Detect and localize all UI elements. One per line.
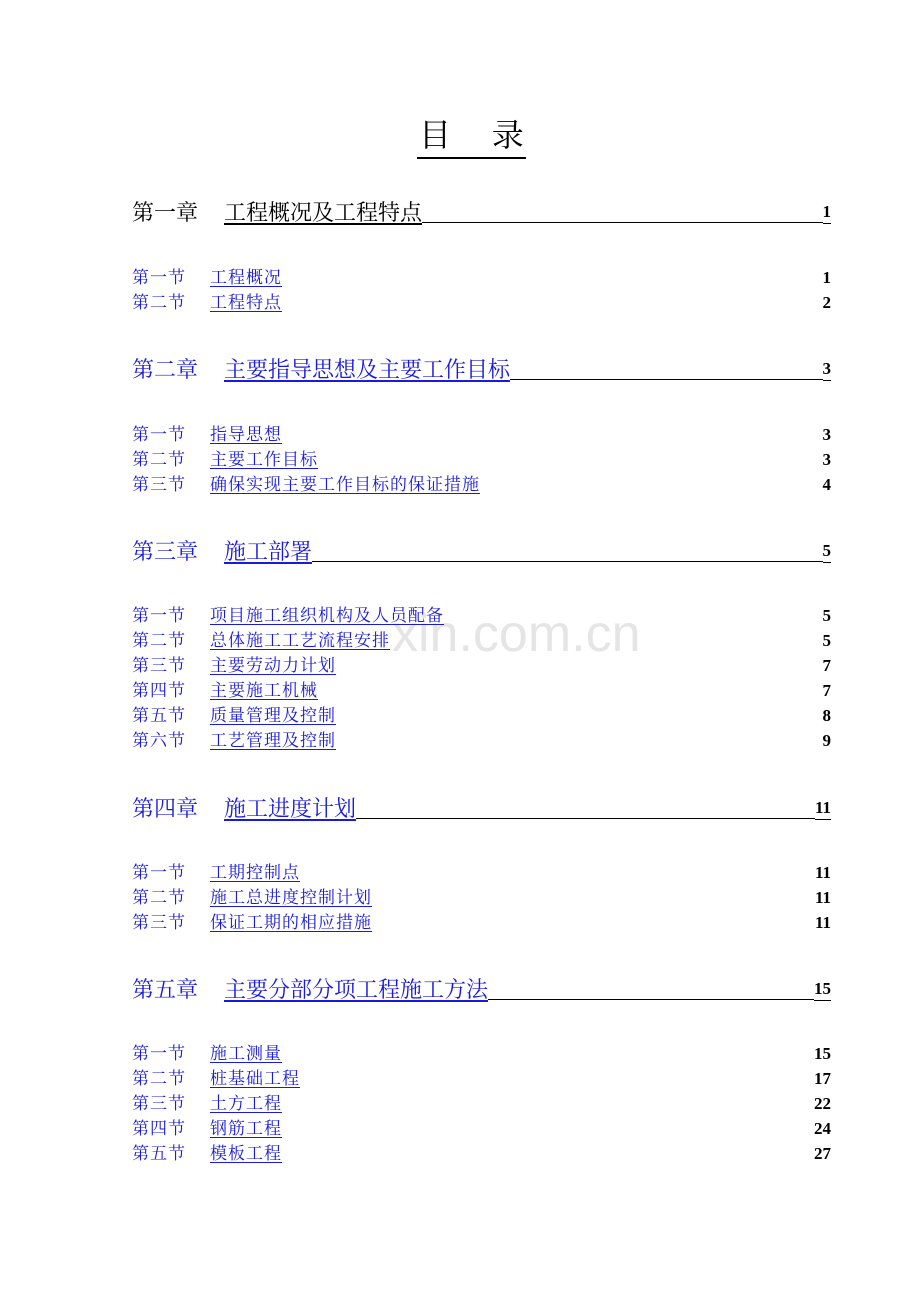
leader-line xyxy=(312,561,822,562)
page-number: 4 xyxy=(822,475,831,494)
section-title: 模板工程 xyxy=(210,1144,282,1164)
section-number: 第三节 xyxy=(132,475,186,495)
page-number: 17 xyxy=(814,1069,831,1088)
toc-chapter-row[interactable] xyxy=(132,354,831,384)
section-number: 第三节 xyxy=(132,913,186,933)
leader-line xyxy=(488,999,814,1000)
section-title: 项目施工组织机构及人员配备 xyxy=(210,606,444,626)
section-title: 工程概况 xyxy=(210,268,282,288)
section-title: 主要劳动力计划 xyxy=(210,656,336,676)
page-number: 3 xyxy=(822,450,831,469)
page-number: 11 xyxy=(815,798,831,820)
toc-section-row[interactable] xyxy=(132,603,831,627)
section-link[interactable] xyxy=(132,1143,282,1165)
section-number: 第三节 xyxy=(132,1094,186,1114)
section-link[interactable] xyxy=(132,887,372,909)
section-link[interactable] xyxy=(132,1093,282,1115)
chapter-title: 施工部署 xyxy=(224,540,313,565)
section-link[interactable] xyxy=(132,1118,282,1140)
toc-chapter-row[interactable] xyxy=(132,974,831,1004)
page-number: 3 xyxy=(822,425,831,444)
section-title: 工期控制点 xyxy=(210,863,300,883)
page-number: 22 xyxy=(814,1094,831,1113)
leader-line xyxy=(422,222,822,223)
section-number: 第六节 xyxy=(132,731,186,751)
section-title: 确保实现主要工作目标的保证措施 xyxy=(210,475,480,495)
section-link[interactable] xyxy=(132,424,282,446)
section-title: 土方工程 xyxy=(210,1094,282,1114)
chapter-title: 主要指导思想及主要工作目标 xyxy=(224,358,511,383)
toc-section-row[interactable] xyxy=(132,1116,831,1140)
section-title: 主要施工机械 xyxy=(210,681,318,701)
chapter-link[interactable] xyxy=(132,540,312,566)
section-number: 第一节 xyxy=(132,863,186,883)
section-title: 工艺管理及控制 xyxy=(210,731,336,751)
toc-section-row[interactable] xyxy=(132,422,831,446)
page-number: 8 xyxy=(822,706,831,725)
page-number: 24 xyxy=(814,1119,831,1138)
section-link[interactable] xyxy=(132,655,336,677)
page-number: 1 xyxy=(823,202,832,224)
section-title: 钢筋工程 xyxy=(210,1119,282,1139)
section-link[interactable] xyxy=(132,449,318,471)
section-title: 总体施工工艺流程安排 xyxy=(210,631,390,651)
section-number: 第一节 xyxy=(132,425,186,445)
toc-section-row[interactable] xyxy=(132,1066,831,1090)
page-number: 27 xyxy=(814,1144,831,1163)
toc-section-row[interactable] xyxy=(132,290,831,314)
toc-section-row[interactable] xyxy=(132,447,831,471)
page-number: 11 xyxy=(814,863,831,882)
toc-section-row[interactable] xyxy=(132,910,831,934)
section-number: 第五节 xyxy=(132,1144,186,1164)
page-number: 2 xyxy=(822,293,831,312)
page-number: 7 xyxy=(822,681,831,700)
toc-section-row[interactable] xyxy=(132,265,831,289)
toc-section-row[interactable] xyxy=(132,678,831,702)
toc-section-row[interactable] xyxy=(132,860,831,884)
toc-section-row[interactable] xyxy=(132,1041,831,1065)
chapter-title: 工程概况及工程特点 xyxy=(224,201,423,226)
chapter-title: 施工进度计划 xyxy=(224,797,357,822)
section-title: 保证工期的相应措施 xyxy=(210,913,372,933)
section-title: 施工测量 xyxy=(210,1044,282,1064)
section-link[interactable] xyxy=(132,1068,300,1090)
page-number: 15 xyxy=(814,979,831,1001)
section-link[interactable] xyxy=(132,474,480,496)
document-title: 目 录 xyxy=(417,113,526,159)
toc-section-row[interactable] xyxy=(132,703,831,727)
page-number: 9 xyxy=(822,731,831,750)
section-link[interactable] xyxy=(132,1043,282,1065)
section-link[interactable] xyxy=(132,705,336,727)
toc-section-row[interactable] xyxy=(132,1141,831,1165)
section-link[interactable] xyxy=(132,912,372,934)
section-title: 主要工作目标 xyxy=(210,450,318,470)
section-number: 第五节 xyxy=(132,706,186,726)
chapter-link[interactable] xyxy=(132,201,422,227)
toc-section-row[interactable] xyxy=(132,653,831,677)
section-number: 第三节 xyxy=(132,656,186,676)
section-title: 质量管理及控制 xyxy=(210,706,336,726)
section-title: 指导思想 xyxy=(210,425,282,445)
toc-section-row[interactable] xyxy=(132,472,831,496)
section-link[interactable] xyxy=(132,605,444,627)
chapter-link[interactable] xyxy=(132,797,356,823)
section-number: 第一节 xyxy=(132,268,186,288)
chapter-number: 第三章 xyxy=(132,540,199,565)
section-link[interactable] xyxy=(132,680,318,702)
toc-section-row[interactable] xyxy=(132,1091,831,1115)
chapter-title: 主要分部分项工程施工方法 xyxy=(224,978,489,1003)
chapter-number: 第二章 xyxy=(132,358,199,383)
toc-section-row[interactable] xyxy=(132,728,831,752)
page-number: 11 xyxy=(814,913,831,932)
section-number: 第二节 xyxy=(132,1069,186,1089)
chapter-link[interactable] xyxy=(132,978,488,1004)
section-link[interactable] xyxy=(132,267,282,289)
section-link[interactable] xyxy=(132,862,300,884)
section-number: 第二节 xyxy=(132,888,186,908)
page-number: 1 xyxy=(822,268,831,287)
section-title: 桩基础工程 xyxy=(210,1069,300,1089)
section-number: 第二节 xyxy=(132,450,186,470)
page-number: 15 xyxy=(814,1044,831,1063)
watermark: xin.com.cn xyxy=(392,605,641,663)
chapter-number: 第一章 xyxy=(132,201,199,226)
section-link[interactable] xyxy=(132,630,390,652)
toc-chapter-row[interactable] xyxy=(132,536,831,566)
section-title: 施工总进度控制计划 xyxy=(210,888,372,908)
section-number: 第二节 xyxy=(132,293,186,313)
section-number: 第一节 xyxy=(132,1044,186,1064)
toc-chapter-row[interactable] xyxy=(132,793,831,823)
chapter-number: 第四章 xyxy=(132,797,199,822)
page-number: 7 xyxy=(822,656,831,675)
section-number: 第四节 xyxy=(132,681,186,701)
chapter-link[interactable] xyxy=(132,358,510,384)
section-number: 第四节 xyxy=(132,1119,186,1139)
page-number: 3 xyxy=(823,359,832,381)
section-title: 工程特点 xyxy=(210,293,282,313)
page-number: 5 xyxy=(822,606,831,625)
section-link[interactable] xyxy=(132,292,282,314)
section-number: 第二节 xyxy=(132,631,186,651)
leader-line xyxy=(356,818,815,819)
leader-line xyxy=(510,379,822,380)
toc-section-row[interactable] xyxy=(132,885,831,909)
toc-chapter-row[interactable] xyxy=(132,197,831,227)
chapter-number: 第五章 xyxy=(132,978,199,1003)
section-link[interactable] xyxy=(132,730,336,752)
page-number: 5 xyxy=(822,631,831,650)
page-number: 11 xyxy=(814,888,831,907)
toc-section-row[interactable] xyxy=(132,628,831,652)
section-number: 第一节 xyxy=(132,606,186,626)
page-number: 5 xyxy=(823,541,832,563)
